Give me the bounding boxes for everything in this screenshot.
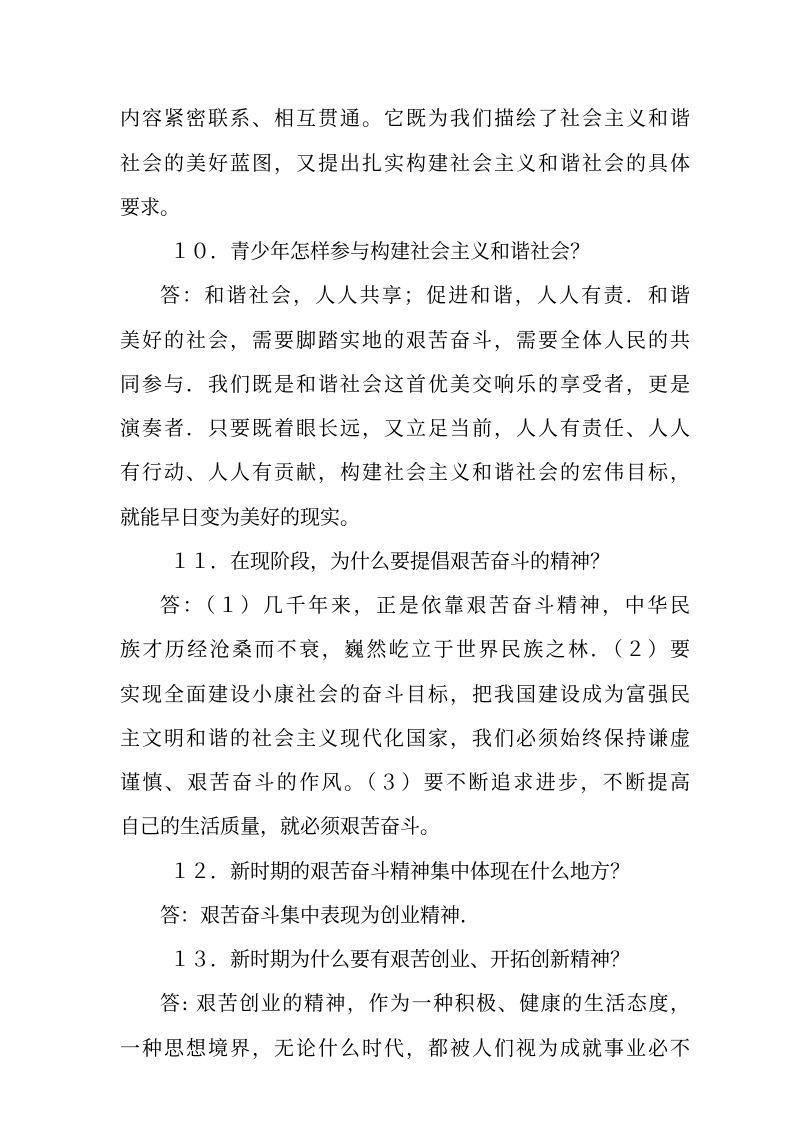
text-line: 谨慎、艰苦奋斗的作风。（３）要不断追求进步，不断提高 — [120, 770, 690, 794]
text-line: 族才历经沧桑而不衰，巍然屹立于世界民族之林．（２）要 — [120, 637, 690, 661]
text-line: 要求。 — [120, 195, 180, 219]
text-line: 实现全面建设小康社会的奋斗目标，把我国建设成为富强民 — [120, 682, 690, 706]
answer-line: 答: 艰苦创业的精神，作为一种积极、健康的生活态度， — [160, 991, 690, 1015]
text-line: 内容紧密联系、相互贯通。它既为我们描绘了社会主义和谐 — [120, 106, 690, 130]
answer-line: 答：和谐社会，人人共享；促进和谐，人人有责．和谐 — [160, 283, 690, 307]
text-line: 主文明和谐的社会主义现代化国家，我们必须始终保持谦虚 — [120, 726, 690, 750]
answer-line: 答：（１）几千年来，正是依靠艰苦奋斗精神，中华民 — [160, 593, 690, 617]
text-line: 有行动、人人有贡献，构建社会主义和谐社会的宏伟目标， — [120, 460, 690, 484]
question-heading: １１．在现阶段，为什么要提倡艰苦奋斗的精神？ — [170, 549, 610, 573]
text-line: 同参与．我们既是和谐社会这首优美交响乐的享受者，更是 — [120, 372, 690, 396]
text-line: 就能早日变为美好的现实。 — [120, 505, 360, 529]
text-line: 自己的生活质量，就必须艰苦奋斗。 — [120, 814, 440, 838]
question-heading: １２．新时期的艰苦奋斗精神集中体现在什么地方？ — [170, 859, 630, 883]
text-line: 社会的美好蓝图，又提出扎实构建社会主义和谐社会的具体 — [120, 151, 690, 175]
question-heading: １３．新时期为什么要有艰苦创业、开拓创新精神？ — [170, 947, 630, 971]
text-line: 一种思想境界，无论什么时代，都被人们视为成就事业必不 — [120, 1036, 690, 1060]
answer-line: 答：艰苦奋斗集中表现为创业精神． — [160, 903, 480, 927]
question-heading: １０．青少年怎样参与构建社会主义和谐社会？ — [170, 239, 590, 263]
text-line: 美好的社会，需要脚踏实地的艰苦奋斗，需要全体人民的共 — [120, 328, 690, 352]
text-line: 演奏者．只要既着眼长远，又立足当前，人人有责任、人人 — [120, 416, 690, 440]
